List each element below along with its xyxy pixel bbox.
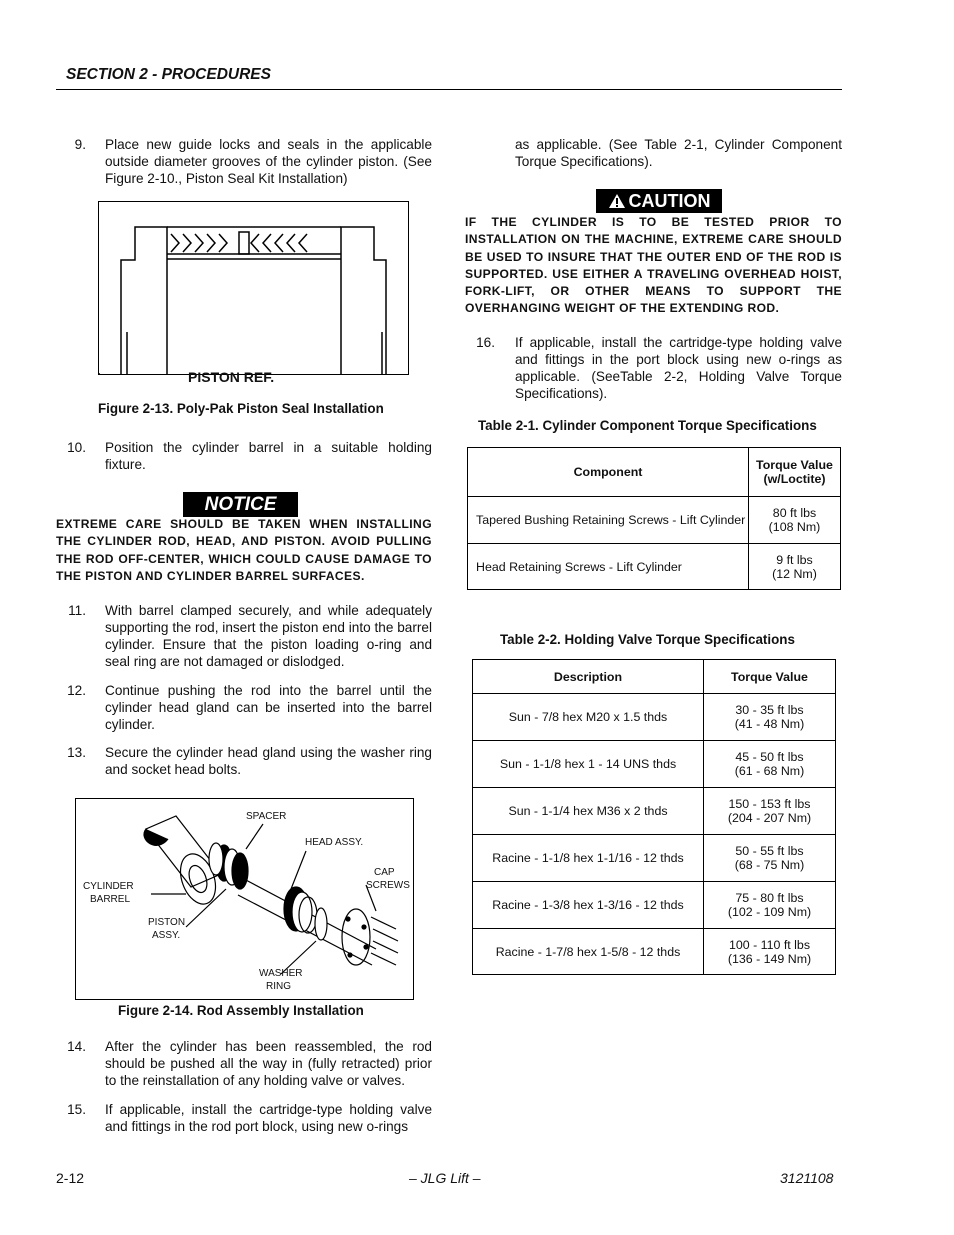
header-torque: Torque Value (w/Loctite) [749, 448, 841, 497]
label-spacer: SPACER [246, 811, 287, 822]
table-row [473, 882, 836, 929]
step-number: 15. [67, 1102, 86, 1117]
page-number: 2-12 [56, 1170, 85, 1186]
cell-torque: 75 - 80 ft lbs (102 - 109 Nm) [704, 882, 836, 929]
footer-center: – JLG Lift – [409, 1170, 481, 1186]
table-header-row [473, 660, 836, 694]
step-text: If applicable, install the cartridge-type holding valve and fittings in the port block using new o-rings as applicable. (SeeTable 2-2, Holding Valve Torque Specifications). [515, 335, 842, 401]
table-2-1-title: Table 2-1. Cylinder Component Torque Specifications [478, 418, 817, 433]
cell-torque: 80 ft lbs (108 Nm) [749, 497, 841, 544]
step-text: After the cylinder has been reassembled, the rod should be pushed all the way in (fully retracted) prior to the reinstallation of any holding valve or valves. [105, 1039, 432, 1088]
notice-text: EXTREME CARE SHOULD BE TAKEN WHEN INSTALLING THE CYLINDER ROD, HEAD, AND PISTON. AVOID PULLING THE ROD OFF-CENTER, WHICH COULD CAUSE DAMAGE TO THE PISTON AND CYLINDER BARREL SURFACES. [56, 517, 432, 583]
step-number: 16. [476, 335, 495, 350]
table-row [473, 929, 836, 975]
label-screws: SCREWS [366, 880, 410, 891]
step-number: 14. [67, 1039, 86, 1054]
label-washer: WASHER [259, 968, 303, 979]
table-row [468, 544, 841, 590]
table-2-1 [467, 447, 841, 590]
header-rule [56, 89, 842, 90]
caution-badge [596, 189, 722, 213]
cell-description: Sun - 1-1/4 hex M36 x 2 thds [473, 788, 704, 835]
table-2-2 [472, 659, 836, 975]
label-cylinder: CYLINDER [83, 881, 134, 892]
step-text: Secure the cylinder head gland using the washer ring and socket head bolts. [105, 745, 432, 777]
header-description: Description [473, 660, 704, 694]
table-header-row [468, 448, 841, 497]
step-text: With barrel clamped securely, and while adequately supporting the rod, insert the piston end into the barrel cylinder. Ensure that the piston loading o-ring and seal ring are not damaged or dislodged. [105, 603, 432, 669]
figure-2-14 [75, 798, 414, 1000]
cell-component: Head Retaining Screws - Lift Cylinder [468, 544, 749, 590]
step-text: Continue pushing the rod into the barrel until the cylinder head gland can be inserted into the barrel cylinder. [105, 683, 432, 732]
cell-torque: 100 - 110 ft lbs (136 - 149 Nm) [704, 929, 836, 975]
step-text: If applicable, install the cartridge-type holding valve and fittings in the rod port block, using new o-rings [105, 1102, 432, 1134]
label-assy: ASSY. [152, 930, 181, 941]
piston-ref-label: PISTON REF. [188, 369, 275, 385]
cell-torque: 45 - 50 ft lbs (61 - 68 Nm) [704, 741, 836, 788]
table-2-2-title: Table 2-2. Holding Valve Torque Specifications [500, 632, 795, 647]
label-barrel: BARREL [90, 894, 131, 905]
table-row [473, 788, 836, 835]
step-number: 9. [74, 137, 86, 152]
cell-description: Sun - 1-1/8 hex 1 - 14 UNS thds [473, 741, 704, 788]
step-number: 12. [67, 683, 86, 698]
step-text: Place new guide locks and seals in the applicable outside diameter grooves of the cylinder piston. (See Figure 2-10., Piston Seal Kit Installation) [105, 137, 432, 186]
cell-description: Racine - 1-1/8 hex 1-1/16 - 12 thds [473, 835, 704, 882]
step-15-continued: as applicable. (See Table 2-1, Cylinder Component Torque Specifications). [515, 137, 842, 169]
table-row [473, 694, 836, 741]
cell-torque: 50 - 55 ft lbs (68 - 75 Nm) [704, 835, 836, 882]
header-torque: Torque Value [704, 660, 836, 694]
table-row [473, 741, 836, 788]
cell-torque: 30 - 35 ft lbs (41 - 48 Nm) [704, 694, 836, 741]
notice-badge: NOTICE [183, 492, 298, 517]
table-row [468, 497, 841, 544]
figure-2-14-caption: Figure 2-14. Rod Assembly Installation [118, 1003, 364, 1018]
cell-description: Sun - 7/8 hex M20 x 1.5 thds [473, 694, 704, 741]
caution-label: CAUTION [628, 191, 711, 211]
cell-component: Tapered Bushing Retaining Screws - Lift Cylinder [468, 497, 749, 544]
step-number: 13. [67, 745, 86, 760]
table-row [473, 835, 836, 882]
piston-seal-drawing [99, 202, 408, 374]
figure-2-13 [98, 201, 409, 375]
step-number: 11. [68, 603, 86, 618]
document-number: 3121108 [780, 1170, 834, 1186]
label-head-assy: HEAD ASSY. [305, 837, 364, 848]
figure-2-13-caption: Figure 2-13. Poly-Pak Piston Seal Installation [98, 401, 384, 416]
label-cap: CAP [374, 867, 395, 878]
label-piston: PISTON [148, 917, 186, 928]
step-number: 10. [67, 440, 86, 455]
header-component: Component [468, 448, 749, 497]
cell-torque: 150 - 153 ft lbs (204 - 207 Nm) [704, 788, 836, 835]
cell-torque: 9 ft lbs (12 Nm) [749, 544, 841, 590]
warning-triangle-icon [608, 193, 626, 209]
caution-text: IF THE CYLINDER IS TO BE TESTED PRIOR TO INSTALLATION ON THE MACHINE, EXTREME CARE SHOULD BE USED TO INSURE THAT THE OUTER END OF THE ROD IS SUPPORTED. USE EITHER A TRAVELING OVERHEAD HOIST, FORK-LIFT, OR OTHER MEANS TO SUPPORT THE OVERHANGING WEIGHT OF THE EXTENDING ROD. [465, 215, 842, 316]
label-ring: RING [266, 981, 291, 992]
step-text: Position the cylinder barrel in a suitable holding fixture. [105, 440, 432, 472]
cell-description: Racine - 1-7/8 hex 1-5/8 - 12 thds [473, 929, 704, 975]
cell-description: Racine - 1-3/8 hex 1-3/16 - 12 thds [473, 882, 704, 929]
section-header: SECTION 2 - PROCEDURES [66, 66, 271, 83]
